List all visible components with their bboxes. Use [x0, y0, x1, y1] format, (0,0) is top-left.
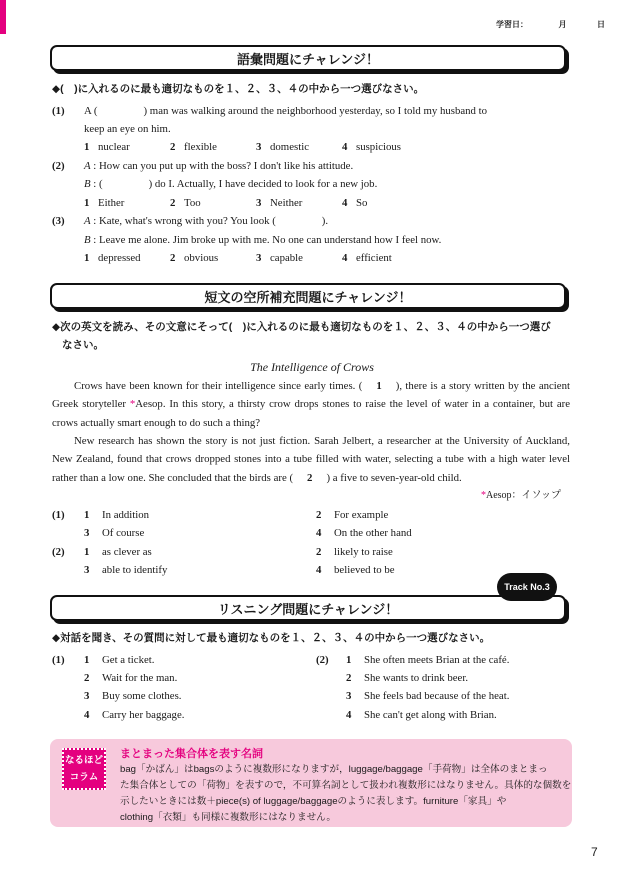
question-number: (2): [52, 546, 65, 558]
cloze-q2-option-2: 2 likely to raise: [316, 546, 393, 558]
date-month: 月: [558, 20, 567, 29]
column-badge: なるほど コラム: [62, 748, 106, 790]
listening-q2-option-4: 4 She can't get along with Brian.: [346, 709, 497, 721]
column-text-line: clothing「衣類」も同様に複数形にはなりません。: [120, 812, 336, 823]
section-listening-instruction: ◆対話を聞き、その質問に対して最も適切なものを１、２、３、４の中から一つ選びなさい。: [52, 632, 491, 644]
date-label: 学習日：: [496, 20, 528, 29]
column-title: まとまった集合体を表す名詞: [120, 748, 263, 760]
cloze-q2-option-3: 3 able to identify: [84, 564, 168, 576]
question-number: (1): [52, 105, 65, 117]
listening-q2-option-1: 1 She often meets Brian at the café.: [346, 654, 510, 666]
study-date: [496, 19, 605, 30]
cloze-q1-option-3: 3 Of course: [84, 527, 145, 539]
section-cloze-instruction: ◆次の英文を読み、その文意にそって( )に入れるのに最も適切なものを１、２、３、４の中から一つ選び: [52, 321, 551, 333]
footnote: *Aesop：イソップ: [481, 490, 562, 501]
section-cloze-heading: 短文の空所補充問題にチャレンジ！: [50, 283, 566, 309]
question-3-speaker-a: A : Kate, what's wrong with you? You look ( ).: [84, 215, 329, 227]
question-1-text: A ( ) man was walking around the neighborhood yesterday, so I told my husband to: [84, 105, 488, 117]
cloze-q2-option-1: 1 as clever as: [84, 546, 152, 558]
date-day: 日: [596, 20, 605, 29]
blank-1: 1: [376, 380, 382, 392]
question-2-options: 1 Either 2 Too 3 Neither 4 So: [84, 197, 368, 209]
question-2-speaker-a: A : How can you put up with the boss? I don't like his attitude.: [84, 160, 354, 172]
listening-q1-option-2: 2 Wait for the man.: [84, 672, 178, 684]
listening-q1-option-3: 3 Buy some clothes.: [84, 690, 182, 702]
cloze-q1-option-4: 4 On the other hand: [316, 527, 412, 539]
track-number-badge: Track No.3: [497, 573, 557, 601]
question-3-options: 1 depressed 2 obvious 3 capable 4 efficient: [84, 252, 392, 264]
passage-paragraph-2: New research has shown the story is not just fiction. Sarah Jelbert, a researcher at the University of Auckland, New Zealand, found that crows dropped stones into a tube filled with water, selecting a tube with a high water level rather than a low one. She concluded that the birds are ( 2 ) a five to seven-year-old child.: [52, 435, 570, 484]
section-vocabulary-instruction: ◆( )に入れるのに最も適切なものを１、２、３、４の中から一つ選びなさい。: [52, 83, 425, 95]
question-number: (2): [52, 160, 65, 172]
column-text-line: 示したいときには数＋piece(s) of luggage/baggageのように表します。furniture「家具」や: [120, 796, 507, 807]
question-3-speaker-b: B : Leave me alone. Jim broke up with me. No one can understand how I feel now.: [84, 234, 442, 246]
question-2-speaker-b: B : ( ) do I. Actually, I have decided to look for a new job.: [84, 178, 378, 190]
page-accent-bar: [0, 0, 6, 34]
listening-q1-option-4: 4 Carry her baggage.: [84, 709, 185, 721]
blank-2: 2: [307, 471, 313, 484]
listening-q2-option-2: 2 She wants to drink beer.: [346, 672, 469, 684]
cloze-q2-option-4: 4 believed to be: [316, 564, 395, 576]
column-text-line: bag「かばん」はbagsのように複数形になりますが，luggage/baggage「手荷物」は全体のまとまっ: [120, 764, 548, 775]
section-vocabulary-heading: 語彙問題にチャレンジ！: [50, 45, 566, 71]
question-number: (3): [52, 215, 65, 227]
listening-q1-option-1: 1 Get a ticket.: [84, 654, 155, 666]
column-text-line: た集合体としての「荷物」を表すので，不可算名詞として扱われ複数形にはなりません。具体的な個数を: [120, 780, 572, 791]
cloze-q1-option-2: 2 For example: [316, 509, 389, 521]
question-number: (1): [52, 654, 65, 666]
question-1-text-cont: keep an eye on him.: [84, 123, 171, 135]
cloze-q1-option-1: 1 In addition: [84, 509, 150, 521]
listening-q2-option-3: 3 She feels bad because of the heat.: [346, 690, 510, 702]
passage-title: The Intelligence of Crows: [250, 360, 374, 374]
question-1-options: 1 nuclear 2 flexible 3 domestic 4 suspicious: [84, 141, 401, 153]
section-cloze-instruction-cont: なさい。: [62, 339, 104, 351]
question-number: (1): [52, 509, 65, 521]
question-number: (2): [316, 654, 329, 666]
section-listening-heading: リスニング問題にチャレンジ！: [50, 595, 566, 621]
page-number: 7: [591, 845, 598, 859]
passage-paragraph-1: Crows have been known for their intelligence since early times. ( 1 ), there is a story written by the ancient Greek storyteller *Aesop. In this story, a thirsty crow drops stones to raise the level of water in a container, but are crows actually smart enough to do such a thing?: [52, 380, 571, 429]
